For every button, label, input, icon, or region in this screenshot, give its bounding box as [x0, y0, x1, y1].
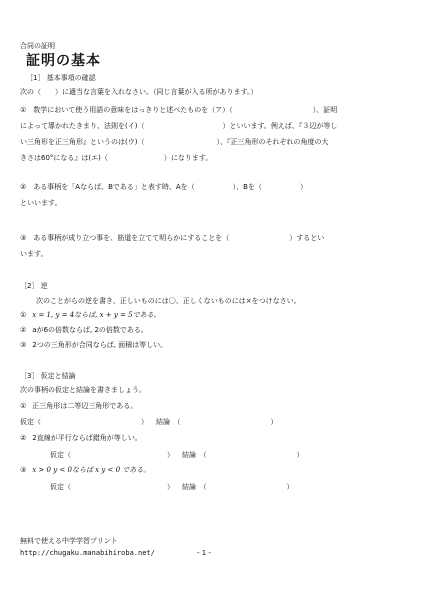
section1-heading: ［1］ 基本事項の確認: [26, 74, 96, 82]
q1-line2: によって導かれたきまり、法則を(イ)（ ）といいます。例えば、『３辺が等し: [20, 122, 338, 130]
section1-instruction: 次の（ ）に適当な言葉を入れなさい。（同じ言葉が入る所があります。）: [20, 88, 258, 96]
section3-item-3-answers: 仮定（ ） 結論 （ ）: [50, 483, 294, 491]
footer-site-name: 無料で使える中学学習プリント: [20, 537, 118, 545]
section3-item-2-answers: 仮定（ ） 結論 （ ）: [50, 451, 304, 459]
q1-line3: い三角形を正三角形』というのは(ウ)（ ）、『正三角形のそれぞれの角度の大: [20, 138, 329, 146]
page-title: 証明の基本: [26, 53, 101, 69]
section2-item-1: ① x = 1, y = 4ならば, x + y = 5である。: [20, 311, 161, 319]
page-number: - 1 -: [197, 549, 211, 557]
q3-line1: ③ ある事柄が成り立つ事を、筋道を立てて明らかにすることを（ ）するとい: [20, 234, 325, 242]
section3-item-1: ① 正三角形は二等辺三角形である。: [20, 402, 138, 410]
section2-item-3: ③ 2つの三角形が合同ならば, 面積は等しい。: [20, 341, 168, 349]
section2-instruction: 次のことがらの逆を書き、正しいものには〇、正しくないものには×をつけなさい。: [36, 297, 301, 305]
footer-url[interactable]: http://chugaku.manabihiroba.net/: [20, 549, 155, 557]
section3-item-2: ② 2直線が平行ならば錯角が等しい。: [20, 434, 142, 442]
section3-item-3: ③ x > 0 y < 0ならば x y < 0 である。: [20, 466, 151, 474]
q2-line2: といいます。: [20, 199, 62, 207]
q1-line4: きさは60°になる』は(エ)（ ）になります。: [20, 154, 213, 162]
section3-instruction: 次の事柄の仮定と結論を書きましょう。: [20, 386, 146, 394]
pretitle: 合同の証明: [20, 42, 55, 50]
section3-item-1-answers: 仮定（ ） 結論 （ ）: [20, 418, 278, 426]
section2-heading: ［2］ 逆: [20, 282, 48, 290]
q2-line1: ② ある事柄を「Aならば、Bである」と表す時、Aを（ ）、Bを（ ）: [20, 183, 307, 191]
section3-heading: ［3］ 仮定と結論: [20, 372, 76, 380]
q3-line2: います。: [20, 250, 48, 258]
q1-line1: ① 数学において使う用語の意味をはっきりと述べたものを（ア）（ ）、証明: [20, 106, 338, 114]
section2-item-2: ② aが6の倍数ならば, 2の倍数である。: [20, 326, 148, 334]
